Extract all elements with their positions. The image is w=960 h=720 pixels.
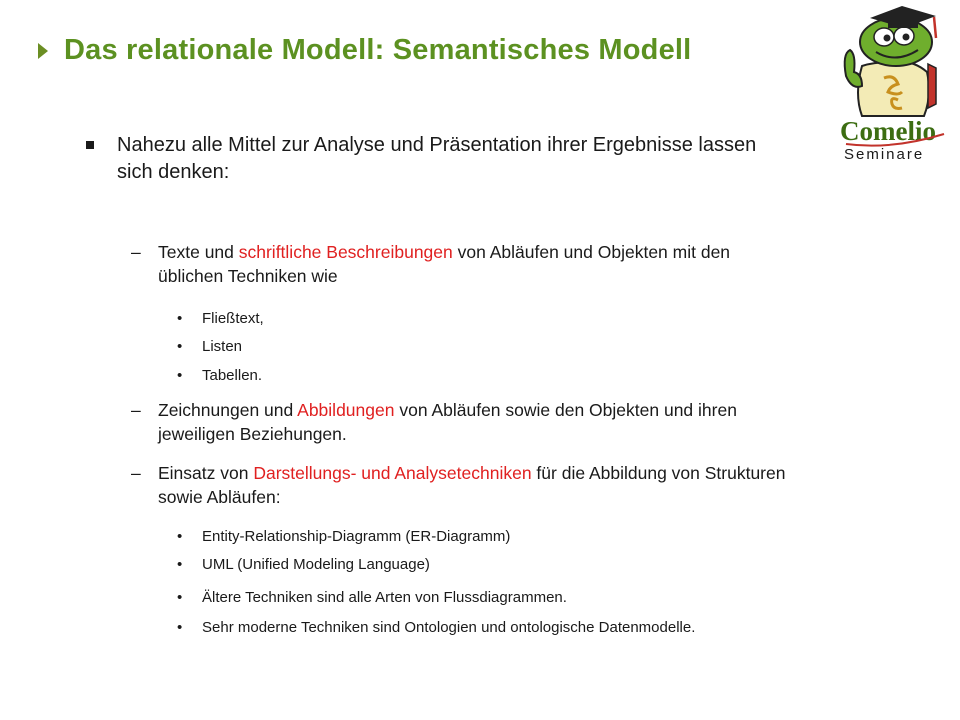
dot-bullet-icon: • xyxy=(177,367,183,384)
list-item xyxy=(131,398,791,446)
logo-tagline: Seminare xyxy=(844,146,925,163)
sub-list-item-text: Fließtext, xyxy=(202,310,264,327)
square-bullet-icon xyxy=(86,141,94,149)
list-item-text xyxy=(158,240,791,288)
dash-bullet-icon: – xyxy=(131,242,141,262)
list-item xyxy=(131,461,791,509)
sub-list-item xyxy=(177,526,797,547)
title-row xyxy=(38,34,691,67)
sub-list-item xyxy=(177,617,797,638)
sub-list-item-text: Entity-Relationship-Diagramm (ER-Diagramm) xyxy=(202,528,511,545)
list-item-text xyxy=(158,398,791,446)
sub-list-item xyxy=(177,365,797,386)
item-text-pre: Zeichnungen und xyxy=(158,400,298,420)
sub-list-item-text: Sehr moderne Techniken sind Ontologien und ontologische Datenmodelle. xyxy=(202,619,696,636)
item-text-pre: Texte und xyxy=(158,242,239,262)
dot-bullet-icon: • xyxy=(177,619,183,636)
dot-bullet-icon: • xyxy=(177,556,183,573)
sub-list-item-text: Listen xyxy=(202,338,243,355)
item-highlight: Abbildungen xyxy=(297,400,395,420)
item-text-pre: Einsatz von xyxy=(158,463,254,483)
dash-bullet-icon: – xyxy=(131,463,141,483)
dot-bullet-icon: • xyxy=(177,310,183,327)
comelio-logo xyxy=(832,4,954,164)
item-highlight: Darstellungs- und Analysetechniken xyxy=(253,463,532,483)
sub-list-item xyxy=(177,554,797,575)
title-arrow-icon xyxy=(38,43,48,59)
dot-bullet-icon: • xyxy=(177,589,183,606)
sub-list-item xyxy=(177,308,797,329)
dot-bullet-icon: • xyxy=(177,338,183,355)
list-item xyxy=(131,240,791,288)
item-text-post: für die Abbildung von Strukturen sowie Abläufen: xyxy=(158,463,786,507)
main-bullet-text: Nahezu alle Mittel zur Analyse und Präsentation ihrer Ergebnisse lassen sich denken: xyxy=(117,134,757,183)
item-text-post: von Abläufen und Objekten mit den üblichen Techniken wie xyxy=(158,242,731,286)
sub-list-item-text: Ältere Techniken sind alle Arten von Flussdiagrammen. xyxy=(202,589,567,606)
sub-list-item-text: Tabellen. xyxy=(202,367,263,384)
sub-list-item xyxy=(177,587,797,608)
item-text-post: von Abläufen sowie den Objekten und ihren jeweiligen Beziehungen. xyxy=(158,400,737,444)
dot-bullet-icon: • xyxy=(177,528,183,545)
item-highlight: schriftliche Beschreibungen xyxy=(238,242,453,262)
list-item-text xyxy=(158,461,791,509)
logo-brand: Comelio xyxy=(840,116,936,146)
dash-bullet-icon: – xyxy=(131,400,141,420)
sub-list-item xyxy=(177,336,797,357)
main-bullet xyxy=(86,132,786,186)
slide-title: Das relationale Modell: Semantisches Modell xyxy=(64,34,692,66)
sub-list-item-text: UML (Unified Modeling Language) xyxy=(202,556,430,573)
